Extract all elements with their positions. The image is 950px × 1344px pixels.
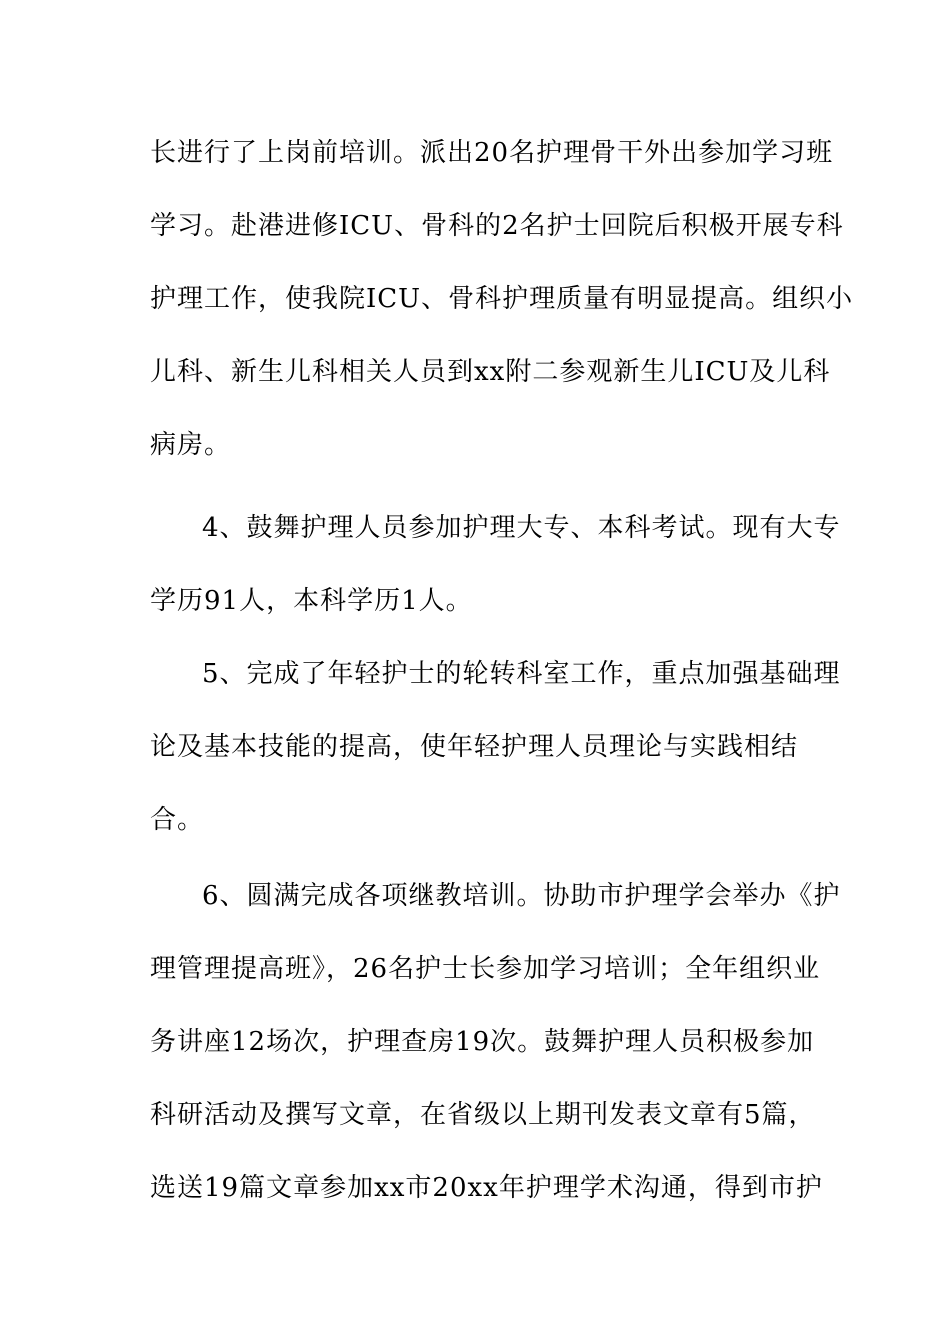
text-line: 理管理提高班》，26名护士长参加学习培训；全年组织业 bbox=[150, 954, 821, 984]
text-line: 学习。赴港进修ICU、骨科的2名护士回院后积极开展专科 bbox=[150, 211, 844, 241]
text-line: 儿科、新生儿科相关人员到xx附二参观新生儿ICU及儿科 bbox=[150, 357, 831, 387]
text-line: 长进行了上岗前培训。派出20名护理骨干外出参加学习班 bbox=[150, 138, 834, 168]
paragraph-first-line: 6、圆满完成各项继教培训。协助市护理学会举办《护 bbox=[202, 881, 841, 911]
text-line: 科研活动及撰写文章，在省级以上期刊发表文章有5篇， bbox=[150, 1100, 816, 1130]
text-line: 论及基本技能的提高，使年轻护理人员理论与实践相结 bbox=[150, 732, 799, 762]
text-line: 选送19篇文章参加xx市20xx年护理学术沟通，得到市护 bbox=[150, 1173, 823, 1203]
paragraph-first-line: 5、完成了年轻护士的轮转科室工作，重点加强基础理 bbox=[202, 659, 841, 689]
text-line: 合。 bbox=[150, 805, 205, 835]
text-line: 务讲座12场次，护理查房19次。鼓舞护理人员积极参加 bbox=[150, 1027, 815, 1057]
paragraph-first-line: 4、鼓舞护理人员参加护理大专、本科考试。现有大专 bbox=[202, 513, 841, 543]
text-line: 病房。 bbox=[150, 430, 232, 460]
text-line: 护理工作，使我院ICU、骨科护理质量有明显提高。组织小 bbox=[150, 284, 854, 314]
text-line: 学历91人，本科学历1人。 bbox=[150, 586, 473, 616]
